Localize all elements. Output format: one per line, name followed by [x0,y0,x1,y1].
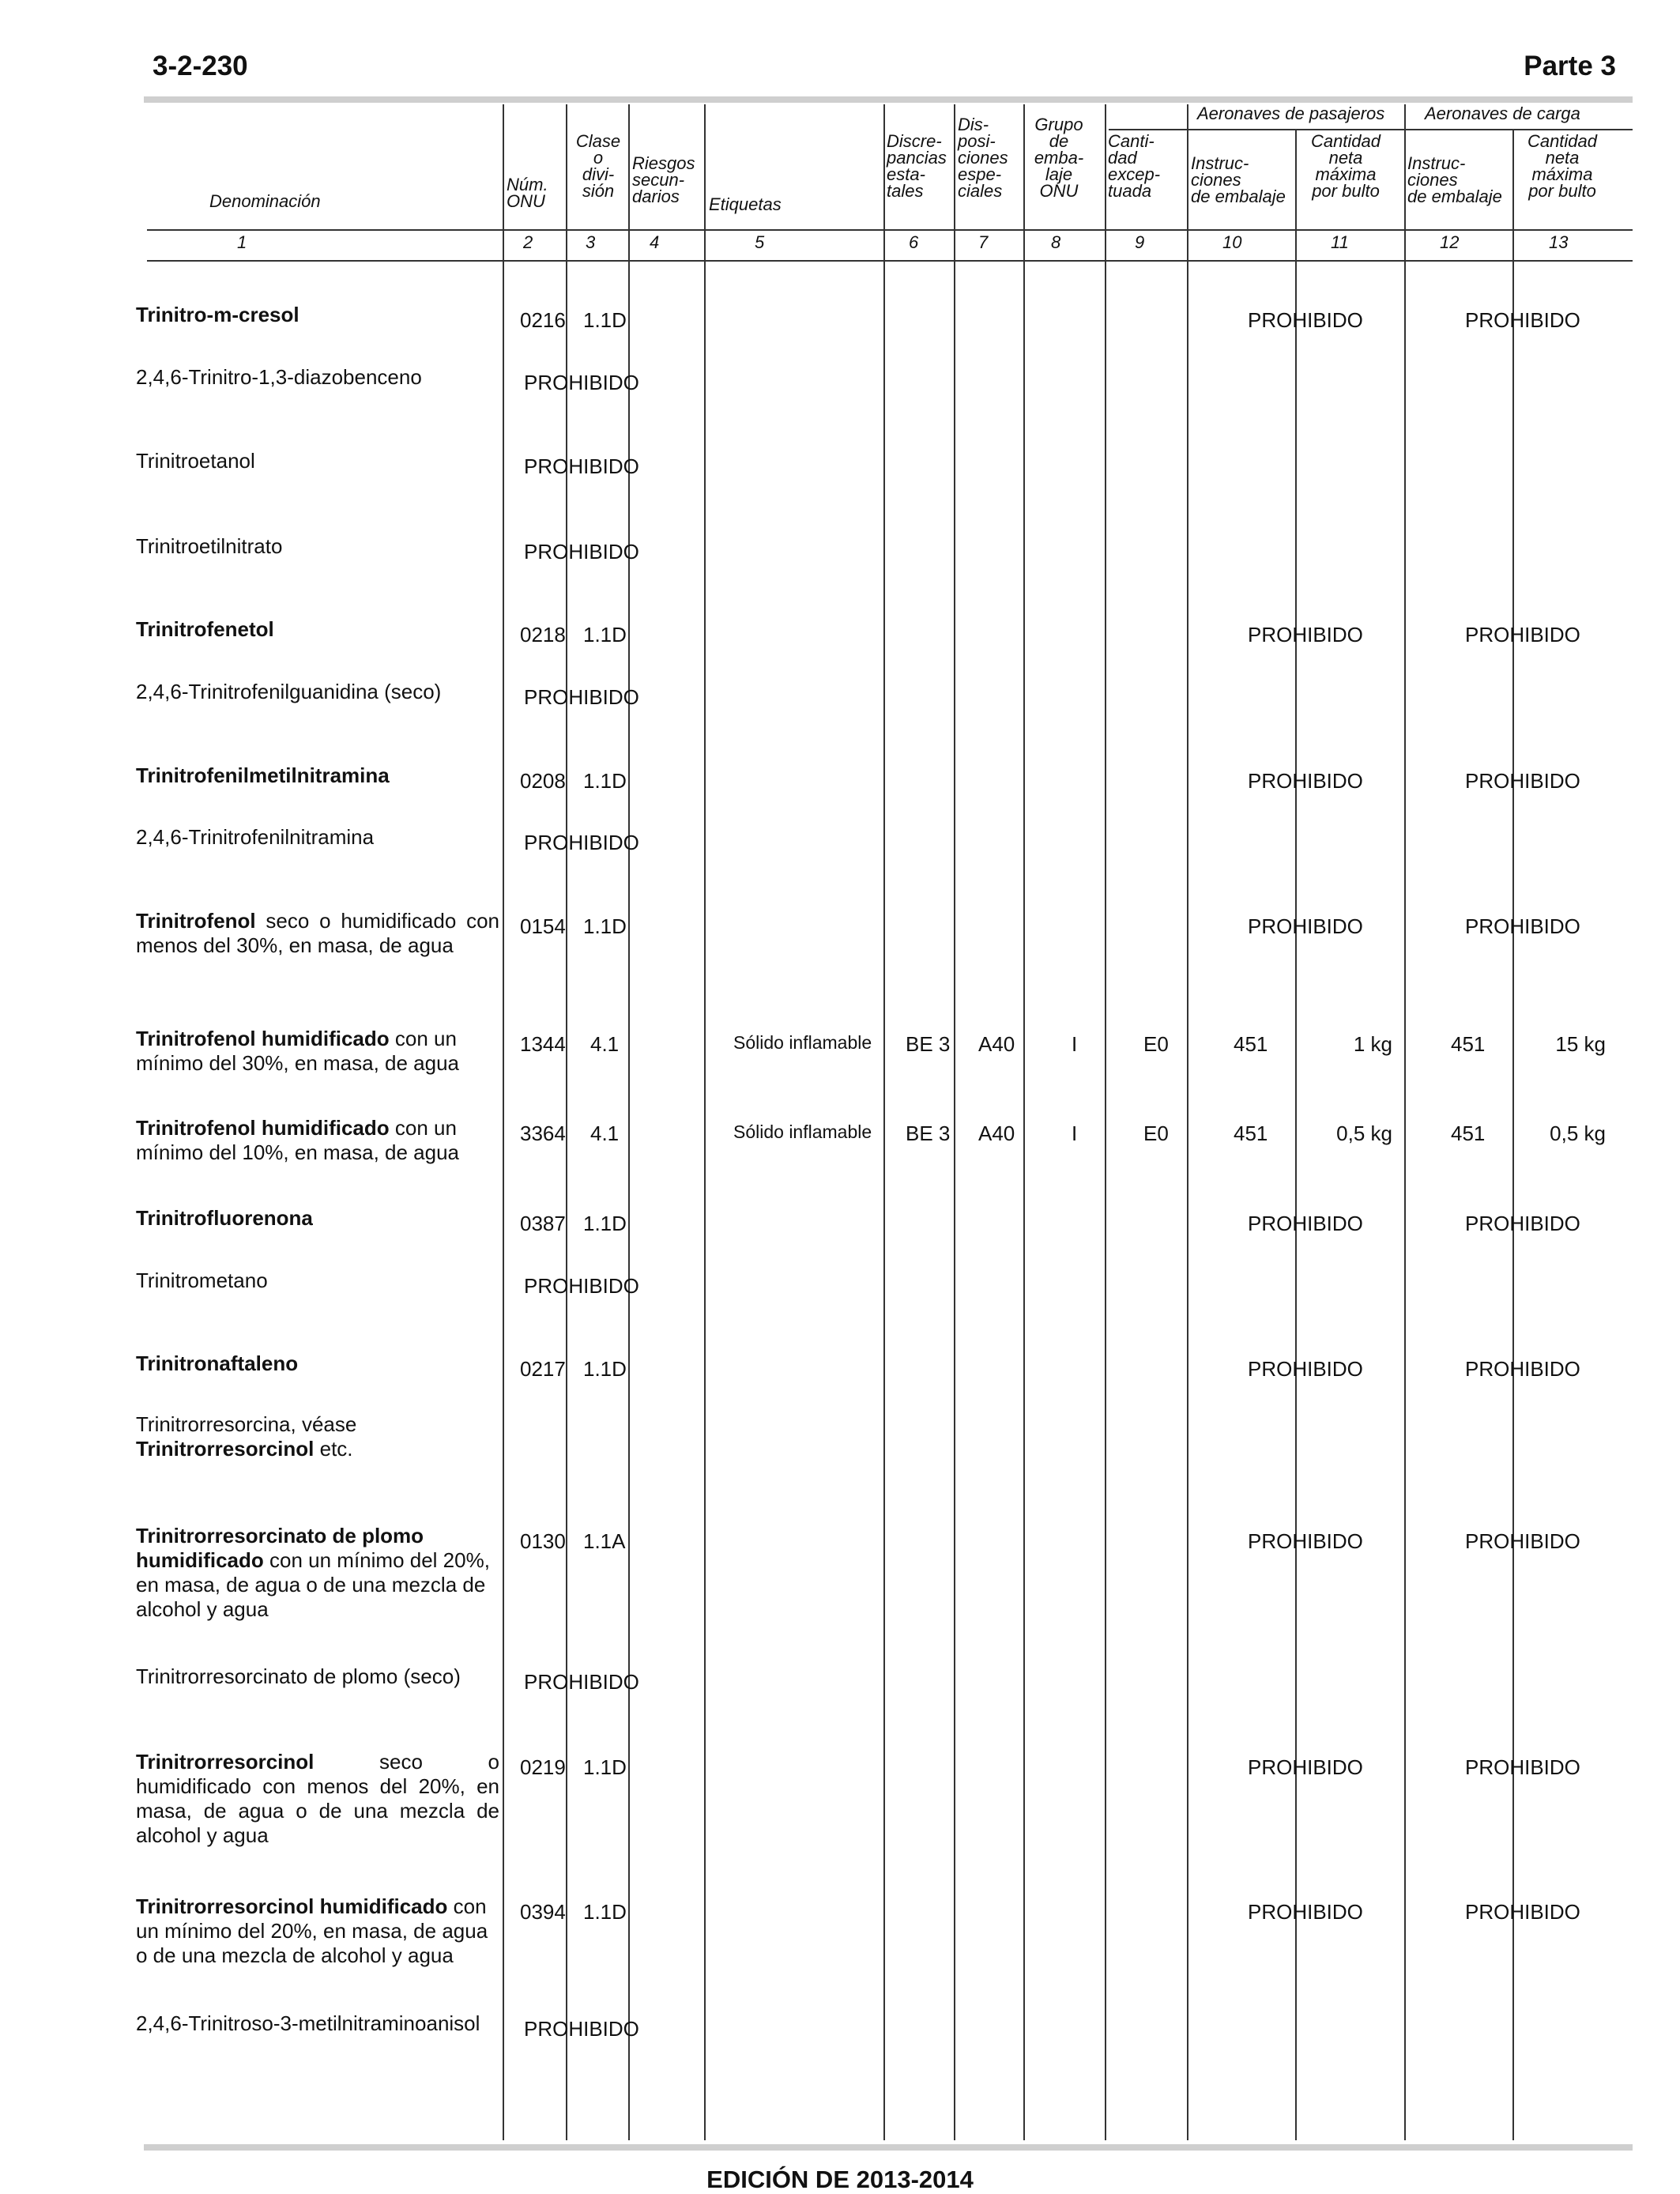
proper-shipping-name: Trinitrofenol humidificado [136,1116,390,1140]
header-line: tuada [1108,181,1152,201]
pax-packing-instruction: 451 [1234,1122,1268,1145]
un-number: 0387 [520,1212,566,1235]
header-line: Etiquetas [709,194,782,214]
column-number: 5 [755,232,765,252]
pax-forbidden: PROHIBIDO [1248,1529,1363,1553]
pax-max-quantity: 0,5 kg [1336,1122,1392,1145]
header-line: esta- [887,164,925,184]
substance-name [136,449,499,473]
substance-name [136,1750,499,1848]
header-line: ONU [1039,181,1079,201]
pax-forbidden: PROHIBIDO [1248,1900,1363,1924]
substance-name [136,1524,499,1622]
un-number: 0218 [520,623,566,647]
name-description: Trinitroetanol [136,449,255,473]
forbidden-text: PROHIBIDO [524,371,639,394]
header-line: de embalaje [1407,187,1502,206]
proper-shipping-name: Trinitrofenol humidificado [136,1027,390,1050]
column-number: 12 [1440,232,1460,252]
column-number: 11 [1331,232,1349,252]
proper-shipping-name: Trinitrofenilmetilnitramina [136,763,390,787]
un-number: 0154 [520,914,566,938]
header-line: espe- [958,164,1002,184]
header-line: Riesgos [632,153,695,173]
proper-shipping-name: Trinitronaftaleno [136,1351,299,1375]
header-line: ciones [1407,170,1458,190]
header-line: Discre- [887,131,942,151]
col-divider [503,104,504,2140]
proper-shipping-name: Trinitrofenol [136,909,256,933]
header-col1 [209,193,321,209]
header-line: Denominación [209,191,321,211]
header-line: Cantidad [1310,131,1381,151]
name-description: con un mínimo del 30%, en masa, de agua [136,1027,460,1075]
column-number: 10 [1222,232,1242,252]
cargo-forbidden: PROHIBIDO [1465,1212,1580,1235]
column-number: 3 [586,232,596,252]
substance-name [136,303,499,327]
col-divider [954,104,955,2140]
column-number: 9 [1135,232,1145,252]
header-line: ONU [507,191,545,211]
class-division: 1.1D [583,1900,627,1924]
name-description: 2,4,6-Trinitrofenilnitramina [136,825,375,849]
substance-name [136,1269,499,1293]
cargo-forbidden: PROHIBIDO [1465,1357,1580,1381]
name-description: 2,4,6-Trinitro-1,3-diazobenceno [136,365,422,389]
forbidden-text: PROHIBIDO [524,1274,639,1298]
substance-name [136,2011,499,2036]
forbidden-text: PROHIBIDO [524,540,639,564]
header-line: por bulto [1312,181,1380,201]
header-line: máxima [1531,164,1593,184]
header-line: ciones [1191,170,1241,190]
header-line: Instruc- [1407,153,1466,173]
header-col5 [709,196,782,213]
proper-shipping-name: Trinitrorresorcinato de plomo humidificado [136,1524,424,1572]
name-description: Trinitrometano [136,1269,268,1292]
header-line: de embalaje [1191,187,1286,206]
special-provision: A40 [978,1122,1015,1145]
header-line: darios [632,187,680,206]
name-description: Trinitroetilnitrato [136,534,283,558]
header-col2 [507,176,548,209]
header-line: neta [1545,148,1580,168]
cargo-forbidden: PROHIBIDO [1465,623,1580,647]
passenger-aircraft-heading: Aeronaves de pasajeros [1197,104,1385,123]
header-col10 [1191,155,1286,205]
header-line: Núm. [507,175,548,194]
numbers-rule [147,260,1633,262]
pax-forbidden: PROHIBIDO [1248,308,1363,332]
proper-shipping-name: Trinitrorresorcinol [136,1437,315,1461]
name-description: 2,4,6-Trinitroso-3-metilnitraminoanisol [136,2011,480,2035]
forbidden-text: PROHIBIDO [524,831,639,854]
column-number: 8 [1051,232,1061,252]
header-line: Cantidad [1527,131,1598,151]
un-number: 0130 [520,1529,566,1553]
proper-shipping-name: Trinitrorresorcinol humidificado [136,1894,448,1918]
header-col4 [632,155,695,205]
substance-name [136,1027,499,1076]
cargo-max-quantity: 15 kg [1555,1032,1606,1056]
cargo-packing-instruction: 451 [1451,1032,1486,1056]
name-description: con un mínimo del 10%, en masa, de agua [136,1116,460,1164]
class-division: 1.1D [583,914,627,938]
class-division: 1.1D [583,1357,627,1381]
col-divider [1404,104,1406,2140]
excepted-quantity: E0 [1143,1122,1169,1145]
header-line: Grupo [1034,115,1083,134]
substance-name [136,617,499,642]
header-col13 [1515,133,1610,199]
substance-name [136,1116,499,1165]
forbidden-text: PROHIBIDO [524,454,639,478]
state-variation: BE 3 [906,1122,951,1145]
col-divider [566,104,567,2140]
name-description: seco o humidificado con menos del 30%, en masa, de agua [136,909,499,957]
header-line: Instruc- [1191,153,1249,173]
column-number: 4 [650,232,660,252]
proper-shipping-name: Trinitrofenetol [136,617,274,641]
cargo-forbidden: PROHIBIDO [1465,769,1580,793]
header-line: máxima [1315,164,1377,184]
column-number: 7 [978,232,989,252]
hazard-label: Sólido inflamable [733,1032,872,1053]
header-line: secun- [632,170,685,190]
header-line: dad [1108,148,1137,168]
forbidden-text: PROHIBIDO [524,2017,639,2041]
name-description: etc. [314,1437,353,1461]
class-division: 1.1D [583,769,627,793]
proper-shipping-name: Trinitro-m-cresol [136,303,299,326]
top-rule [144,96,1633,103]
forbidden-text: PROHIBIDO [524,1670,639,1694]
header-line: por bulto [1528,181,1596,201]
pax-forbidden: PROHIBIDO [1248,914,1363,938]
pax-forbidden: PROHIBIDO [1248,1212,1363,1235]
header-col3 [571,133,626,199]
part-label: Parte 3 [1524,51,1616,81]
un-number: 0394 [520,1900,566,1924]
header-line: laje [1045,164,1073,184]
col-divider [1187,104,1188,2140]
un-number: 0216 [520,308,566,332]
column-number: 2 [523,232,533,252]
header-line: ciones [958,148,1008,168]
class-division: 1.1A [583,1529,626,1553]
header-col9 [1108,133,1160,199]
pax-forbidden: PROHIBIDO [1248,623,1363,647]
header-line: pancias [887,148,947,168]
name-description: seco o humidificado con menos del 20%, en masa, de agua o de una mezcla de alcohol y agua [136,1750,499,1847]
substance-name [136,534,499,559]
header-line: sión [582,181,615,201]
header-col8 [1027,116,1090,199]
header-col6 [887,133,947,199]
substance-name [136,1894,499,1968]
header-line: ciales [958,181,1003,201]
cargo-forbidden: PROHIBIDO [1465,1755,1580,1779]
proper-shipping-name: Trinitrofluorenona [136,1206,313,1230]
header-col11 [1298,133,1393,199]
packing-group: I [1072,1032,1078,1056]
pax-forbidden: PROHIBIDO [1248,769,1363,793]
substance-name [136,1351,499,1376]
un-number: 0208 [520,769,566,793]
un-number: 0219 [520,1755,566,1779]
pax-packing-instruction: 451 [1234,1032,1268,1056]
header-col7 [958,116,1008,199]
hazard-label: Sólido inflamable [733,1122,872,1142]
proper-shipping-name: Trinitrorresorcinol [136,1750,315,1774]
name-description: Trinitrorresorcina, véase [136,1412,357,1436]
col-divider [1105,104,1106,2140]
un-number: 3364 [520,1122,566,1145]
column-number: 1 [237,232,247,252]
packing-group: I [1072,1122,1078,1145]
class-division: 1.1D [583,1755,627,1779]
header-line: Dis- [958,115,989,134]
cargo-max-quantity: 0,5 kg [1550,1122,1606,1145]
page-number: 3-2-230 [153,51,248,81]
substance-name [136,680,499,704]
col-divider [1512,129,1514,2140]
class-division: 4.1 [590,1122,620,1145]
special-provision: A40 [978,1032,1015,1056]
class-division: 4.1 [590,1032,620,1056]
bottom-rule [144,2144,1633,2151]
col-divider [1295,129,1297,2140]
header-line: divi- [582,164,615,184]
col-divider [704,104,706,2140]
name-description: 2,4,6-Trinitrofenilguanidina (seco) [136,680,442,703]
cargo-forbidden: PROHIBIDO [1465,1900,1580,1924]
pax-forbidden: PROHIBIDO [1248,1357,1363,1381]
header-line: tales [887,181,924,201]
header-line: o [593,148,604,168]
class-division: 1.1D [583,308,627,332]
edition-footer: EDICIÓN DE 2013-2014 [706,2166,974,2193]
name-description: con un mínimo del 20%, en masa, de agua o de una mezcla de alcohol y agua [136,1894,488,1967]
cargo-aircraft-heading: Aeronaves de carga [1425,104,1580,123]
header-col12 [1407,155,1502,205]
substance-name [136,1412,499,1461]
substance-name [136,909,499,958]
header-line: Clase [575,131,621,151]
class-division: 1.1D [583,623,627,647]
pax-forbidden: PROHIBIDO [1248,1755,1363,1779]
header-line: posi- [958,131,996,151]
name-description: con un mínimo del 20%, en masa, de agua o de una mezcla de alcohol y agua [136,1548,490,1621]
substance-name [136,365,499,390]
substance-name [136,1206,499,1231]
cargo-forbidden: PROHIBIDO [1465,914,1580,938]
cargo-forbidden: PROHIBIDO [1465,308,1580,332]
column-number: 6 [909,232,919,252]
substance-name [136,1664,499,1689]
substance-name [136,825,499,850]
un-number: 0217 [520,1357,566,1381]
header-line: Canti- [1108,131,1155,151]
cargo-packing-instruction: 451 [1451,1122,1486,1145]
header-rule [147,229,1633,231]
header-line: neta [1328,148,1363,168]
col-divider [883,104,885,2140]
header-line: excep- [1108,164,1161,184]
un-number: 1344 [520,1032,566,1056]
col-divider [628,104,630,2140]
class-division: 1.1D [583,1212,627,1235]
state-variation: BE 3 [906,1032,951,1056]
excepted-quantity: E0 [1143,1032,1169,1056]
cargo-forbidden: PROHIBIDO [1465,1529,1580,1553]
name-description: Trinitrorresorcinato de plomo (seco) [136,1664,461,1688]
column-number: 13 [1549,232,1569,252]
pax-max-quantity: 1 kg [1353,1032,1392,1056]
col-divider [1023,104,1025,2140]
header-line: emba- [1034,148,1084,168]
substance-name [136,763,499,788]
forbidden-text: PROHIBIDO [524,685,639,709]
header-line: de [1049,131,1069,151]
